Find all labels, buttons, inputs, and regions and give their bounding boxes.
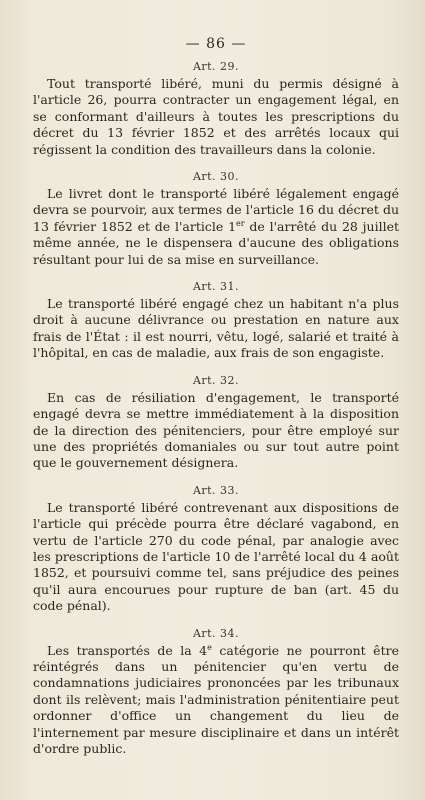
article-body-text: Les transportés de la 4 [47,642,208,658]
article-body-text: catégorie ne pourront être réintégrés dans un pénitencier qu'en vertu de condamnations judiciaires prononcées par les tribunaux dont ils relèvent; mais l'administration pénitentiaire peut ordonner d'office un changement du lieu de l'internement par mesure disciplinaire et dans un intérêt d'ordre public. [33,642,399,756]
article-29 [33,60,399,158]
article-heading: Art. 30. [192,170,240,184]
article-34 [33,627,399,758]
article-33 [33,484,399,615]
page-number: — 86 — [185,36,247,52]
article-heading: Art. 31. [192,280,240,294]
article-heading: Art. 33. [192,483,240,497]
superscript: e [207,642,212,652]
article-body: Le transporté libéré engagé chez un habitant n'a plus droit à aucune délivrance ou prestation en nature aux frais de l'État : il est nourri, vêtu, logé, salarié et traité à l'hôpital, en cas de maladie, aux frais de son engagiste. [33,296,399,361]
article-heading: Art. 29. [192,60,240,73]
article-heading: Art. 34. [192,626,240,640]
article-body: Tout transporté libéré, muni du permis désigné à l'article 26, pourra contracter un engagement légal, en se conformant d'ailleurs à toutes les prescriptions du décret du 13 février 1852 et des arrêtés locaux qui régissent la condition des travailleurs dans la colonie. [33,76,399,157]
article-body-text: de l'arrêté du 28 juillet même année, ne le dispensera d'aucune des obligations résultant pour lui de sa mise en surveillance. [33,218,399,267]
article-body [33,643,399,758]
article-body [33,186,399,268]
article-body: En cas de résiliation d'engagement, le transporté engagé devra se mettre immédiatement à la disposition de la direction des pénitenciers, pour être employé sur une des propriétés domaniales ou sur tout autre point que le gouvernement désignera. [33,389,399,471]
article-body-text: Le livret dont le transporté libéré légalement engagé devra se pourvoir, aux termes de l'article 16 du décret du 13 février 1852 et de l'article 1 [33,186,399,234]
article-32 [33,374,399,472]
article-heading: Art. 32. [192,373,240,387]
article-body: Le transporté libéré contrevenant aux dispositions de l'article qui précède pourra être déclaré vagabond, en vertu de l'article 270 du code pénal, par analogie avec les prescriptions de l'article 10 de l'arrêté local du 4 août 1852, et poursuivi comme tel, sans préjudice des peines qu'il aura encourues pour rupture de ban (art. 45 du code pénal). [33,499,399,614]
article-31 [33,280,399,362]
superscript: er [236,218,245,228]
article-30 [33,170,399,268]
